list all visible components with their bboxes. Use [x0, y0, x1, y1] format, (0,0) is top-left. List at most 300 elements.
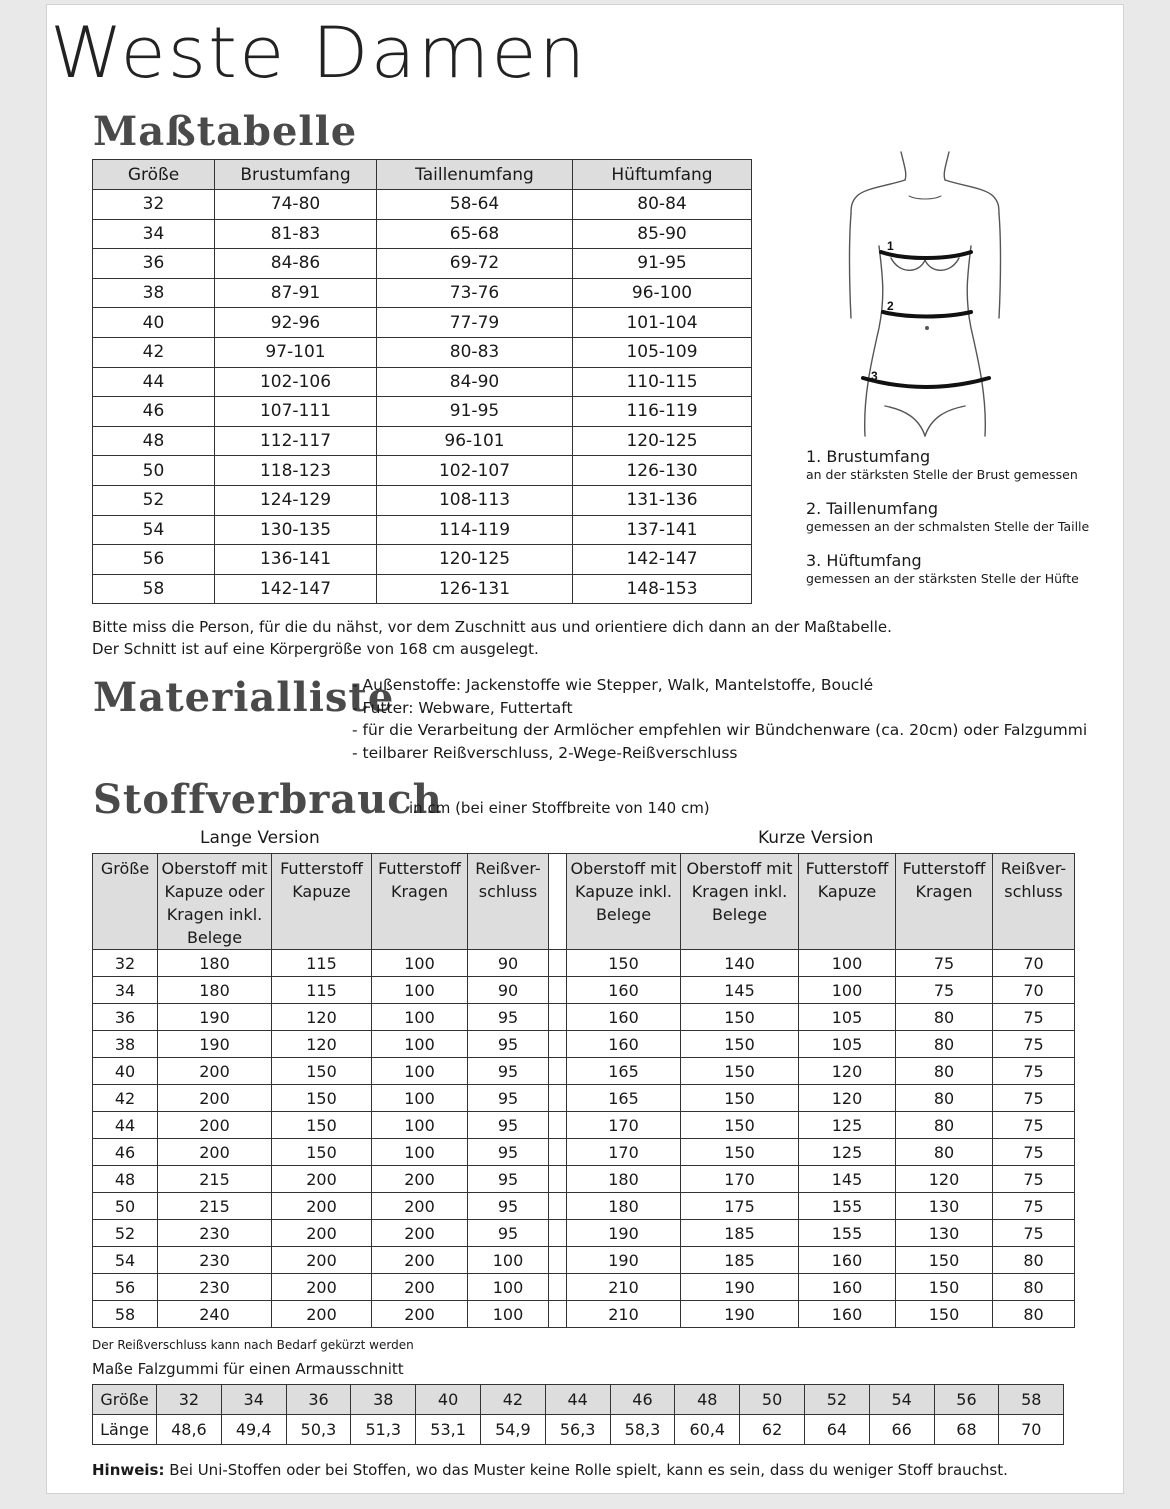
table-cell: 160 — [799, 1247, 896, 1274]
table-cell: 80 — [896, 1112, 993, 1139]
table-cell: 54 — [93, 515, 215, 545]
table-cell: 155 — [799, 1193, 896, 1220]
waist-measure-line — [883, 312, 971, 317]
table-cell: 100 — [372, 1031, 468, 1058]
table-cell: 200 — [158, 1139, 272, 1166]
table-cell: 136-141 — [215, 545, 377, 575]
group-spacer — [549, 1193, 567, 1220]
row-label-length: Länge — [93, 1415, 157, 1445]
table-cell: 155 — [799, 1220, 896, 1247]
zipper-note: Der Reißverschluss kann nach Bedarf gekürzt werden — [92, 1338, 414, 1352]
table-cell: 120 — [272, 1031, 372, 1058]
table-row — [93, 1031, 1075, 1058]
table-cell: 165 — [567, 1058, 681, 1085]
group-spacer — [549, 1004, 567, 1031]
masstabelle-heading: Maßtabelle — [93, 108, 358, 155]
table-cell: 180 — [567, 1166, 681, 1193]
table-row — [93, 1220, 1075, 1247]
table-cell: 140 — [681, 950, 799, 977]
table-cell: 100 — [372, 950, 468, 977]
falzgummi-heading: Maße Falzgummi für einen Armausschnitt — [92, 1360, 404, 1378]
table-row — [93, 1112, 1075, 1139]
table-cell: 100 — [372, 1139, 468, 1166]
table-cell: 54 — [93, 1247, 158, 1274]
table-cell: 200 — [372, 1247, 468, 1274]
table-cell: 160 — [799, 1301, 896, 1328]
table-row — [93, 485, 752, 515]
table-cell: 130-135 — [215, 515, 377, 545]
table-cell: 80 — [896, 1058, 993, 1085]
legend-title: 1. Brustumfang — [806, 447, 931, 466]
length-cell: 68 — [934, 1415, 999, 1445]
size-header: 50 — [740, 1385, 805, 1415]
table-cell: 40 — [93, 308, 215, 338]
length-cell: 50,3 — [286, 1415, 351, 1445]
column-header: Futterstoff Kragen — [896, 854, 993, 950]
legend-desc: an der stärksten Stelle der Brust gemessen — [806, 467, 1078, 482]
table-cell: 95 — [468, 1220, 549, 1247]
table-cell: 80 — [896, 1139, 993, 1166]
group-spacer — [549, 1058, 567, 1085]
column-header: Taillenumfang — [377, 160, 573, 190]
table-cell: 142-147 — [573, 545, 752, 575]
table-cell: 160 — [567, 1004, 681, 1031]
table-cell: 142-147 — [215, 574, 377, 604]
size-header: 34 — [221, 1385, 286, 1415]
table-cell: 150 — [567, 950, 681, 977]
table-cell: 32 — [93, 190, 215, 220]
table-cell: 95 — [468, 1193, 549, 1220]
table-cell: 200 — [372, 1301, 468, 1328]
material-item: - Außenstoffe: Jackenstoffe wie Stepper, Walk, Mantelstoffe, Bouclé — [352, 676, 874, 694]
table-cell: 75 — [993, 1004, 1075, 1031]
table-cell: 150 — [681, 1112, 799, 1139]
table-cell: 180 — [158, 950, 272, 977]
table-row — [93, 308, 752, 338]
table-cell: 230 — [158, 1247, 272, 1274]
table-cell: 100 — [468, 1301, 549, 1328]
table-cell: 200 — [372, 1193, 468, 1220]
group-spacer — [549, 977, 567, 1004]
fabric-usage-table — [92, 853, 1075, 1328]
legend-item-waist — [806, 499, 1106, 535]
table-cell: 38 — [93, 278, 215, 308]
table-cell: 50 — [93, 1193, 158, 1220]
table-cell: 101-104 — [573, 308, 752, 338]
column-header: Oberstoff mit Kapuze inkl. Belege — [567, 854, 681, 950]
table-cell: 240 — [158, 1301, 272, 1328]
table-cell: 100 — [468, 1247, 549, 1274]
table-cell: 80 — [993, 1274, 1075, 1301]
column-header: Größe — [93, 854, 158, 950]
table-cell: 131-136 — [573, 485, 752, 515]
table-cell: 145 — [681, 977, 799, 1004]
table-cell: 90 — [468, 977, 549, 1004]
table-cell: 105-109 — [573, 337, 752, 367]
table-cell: 95 — [468, 1139, 549, 1166]
table-row — [93, 337, 752, 367]
table-cell: 200 — [372, 1274, 468, 1301]
table-cell: 84-90 — [377, 367, 573, 397]
table-row — [93, 249, 752, 279]
length-cell: 64 — [804, 1415, 869, 1445]
table-cell: 50 — [93, 456, 215, 486]
table-cell: 58 — [93, 574, 215, 604]
table-cell: 58-64 — [377, 190, 573, 220]
table-cell: 180 — [158, 977, 272, 1004]
column-header: Reißver-schluss — [993, 854, 1075, 950]
hinweis-text: Bei Uni-Stoffen oder bei Stoffen, wo das Muster keine Rolle spielt, kann es sein, dass du weniger Stoff brauchst. — [164, 1461, 1008, 1479]
table-cell: 95 — [468, 1166, 549, 1193]
table-cell: 48 — [93, 1166, 158, 1193]
group-spacer — [549, 1139, 567, 1166]
table-cell: 230 — [158, 1274, 272, 1301]
table-cell: 81-83 — [215, 219, 377, 249]
marker-2: 2 — [887, 299, 894, 313]
table-cell: 115 — [272, 950, 372, 977]
table-cell: 70 — [993, 950, 1075, 977]
table-row — [93, 278, 752, 308]
marker-1: 1 — [887, 239, 894, 253]
table-cell: 80 — [896, 1085, 993, 1112]
table-cell: 200 — [272, 1193, 372, 1220]
table-cell: 96-101 — [377, 426, 573, 456]
table-cell: 75 — [993, 1166, 1075, 1193]
table-cell: 100 — [372, 977, 468, 1004]
length-cell: 70 — [999, 1415, 1064, 1445]
group-spacer — [549, 1220, 567, 1247]
table-cell: 160 — [567, 977, 681, 1004]
table-cell: 124-129 — [215, 485, 377, 515]
table-cell: 102-107 — [377, 456, 573, 486]
table-cell: 190 — [158, 1031, 272, 1058]
legend-desc: gemessen an der stärksten Stelle der Hüfte — [806, 571, 1079, 586]
column-header: Brustumfang — [215, 160, 377, 190]
table-cell: 150 — [681, 1031, 799, 1058]
size-header: 42 — [480, 1385, 545, 1415]
length-cell: 51,3 — [351, 1415, 416, 1445]
table-cell: 80 — [993, 1301, 1075, 1328]
column-header: Oberstoff mit Kapuze oder Kragen inkl. Belege — [158, 854, 272, 950]
group-spacer — [549, 1031, 567, 1058]
row-label-size: Größe — [93, 1385, 157, 1415]
table-cell: 200 — [272, 1166, 372, 1193]
group-spacer — [549, 950, 567, 977]
table-cell: 40 — [93, 1058, 158, 1085]
table-cell: 58 — [93, 1301, 158, 1328]
table-cell: 95 — [468, 1112, 549, 1139]
table-cell: 150 — [681, 1085, 799, 1112]
table-cell: 107-111 — [215, 397, 377, 427]
size-header: 48 — [675, 1385, 740, 1415]
table-cell: 100 — [799, 950, 896, 977]
table-cell: 150 — [896, 1247, 993, 1274]
size-header: 56 — [934, 1385, 999, 1415]
table-row — [93, 219, 752, 249]
table-cell: 130 — [896, 1220, 993, 1247]
length-cell: 56,3 — [545, 1415, 610, 1445]
table-cell: 165 — [567, 1085, 681, 1112]
table-cell: 210 — [567, 1301, 681, 1328]
measurement-legend — [806, 447, 1106, 587]
stoffverbrauch-heading: Stoffverbrauch — [93, 776, 443, 823]
table-cell: 80 — [993, 1247, 1075, 1274]
table-cell: 118-123 — [215, 456, 377, 486]
table-cell: 100 — [372, 1058, 468, 1085]
length-cell: 48,6 — [157, 1415, 222, 1445]
size-header: 46 — [610, 1385, 675, 1415]
table-cell: 120 — [272, 1004, 372, 1031]
table-cell: 90 — [468, 950, 549, 977]
table-cell: 80-84 — [573, 190, 752, 220]
table-cell: 120 — [799, 1085, 896, 1112]
table-cell: 100 — [468, 1274, 549, 1301]
table-cell: 200 — [372, 1220, 468, 1247]
table-cell: 96-100 — [573, 278, 752, 308]
table-cell: 97-101 — [215, 337, 377, 367]
group-spacer — [549, 1274, 567, 1301]
table-cell: 95 — [468, 1004, 549, 1031]
table-cell: 48 — [93, 426, 215, 456]
legend-desc: gemessen an der schmalsten Stelle der Taille — [806, 519, 1090, 534]
hip-measure-line — [863, 378, 989, 387]
column-header: Futterstoff Kragen — [372, 854, 468, 950]
table-cell: 52 — [93, 485, 215, 515]
table-row — [93, 545, 752, 575]
table-cell: 185 — [681, 1220, 799, 1247]
table-cell: 150 — [272, 1112, 372, 1139]
measure-note-line2: Der Schnitt ist auf eine Körpergröße von 168 cm ausgelegt. — [92, 640, 539, 658]
marker-3: 3 — [871, 369, 878, 383]
table-row — [93, 1139, 1075, 1166]
length-cell: 54,9 — [480, 1415, 545, 1445]
table-cell: 160 — [567, 1031, 681, 1058]
column-header: Futterstoff Kapuze — [799, 854, 896, 950]
bust-measure-line — [881, 252, 971, 258]
table-cell: 74-80 — [215, 190, 377, 220]
table-cell: 112-117 — [215, 426, 377, 456]
table-row — [93, 456, 752, 486]
hinweis-note — [92, 1461, 1008, 1479]
table-cell: 190 — [681, 1301, 799, 1328]
legend-item-hip — [806, 551, 1106, 587]
table-cell: 150 — [896, 1301, 993, 1328]
table-row — [93, 190, 752, 220]
column-header: Hüftumfang — [573, 160, 752, 190]
table-row — [93, 1004, 1075, 1031]
table-row — [93, 1166, 1075, 1193]
table-cell: 100 — [372, 1004, 468, 1031]
table-cell: 116-119 — [573, 397, 752, 427]
table-cell: 46 — [93, 1139, 158, 1166]
table-cell: 150 — [272, 1085, 372, 1112]
table-cell: 77-79 — [377, 308, 573, 338]
table-cell: 44 — [93, 1112, 158, 1139]
table-cell: 92-96 — [215, 308, 377, 338]
table-row — [93, 574, 752, 604]
table-cell: 36 — [93, 249, 215, 279]
materialliste-heading: Materialliste — [93, 674, 395, 721]
table-cell: 69-72 — [377, 249, 573, 279]
table-cell: 210 — [567, 1274, 681, 1301]
table-cell: 200 — [372, 1166, 468, 1193]
table-row — [93, 1058, 1075, 1085]
table-cell: 87-91 — [215, 278, 377, 308]
table-cell: 230 — [158, 1220, 272, 1247]
table-cell: 75 — [993, 1058, 1075, 1085]
table-cell: 170 — [681, 1166, 799, 1193]
table-cell: 100 — [372, 1085, 468, 1112]
table-cell: 160 — [799, 1274, 896, 1301]
table-cell: 38 — [93, 1031, 158, 1058]
table-row — [93, 426, 752, 456]
body-measurement-figure — [835, 148, 1015, 438]
table-cell: 91-95 — [377, 397, 573, 427]
table-cell: 125 — [799, 1139, 896, 1166]
table-cell: 56 — [93, 545, 215, 575]
table-row — [93, 1247, 1075, 1274]
table-row — [93, 1274, 1075, 1301]
group-label-long: Lange Version — [200, 828, 320, 848]
material-item: - teilbarer Reißverschluss, 2-Wege-Reißverschluss — [352, 743, 738, 762]
table-row — [93, 950, 1075, 977]
table-cell: 44 — [93, 367, 215, 397]
size-header: 54 — [869, 1385, 934, 1415]
size-header: 36 — [286, 1385, 351, 1415]
table-row — [93, 515, 752, 545]
table-cell: 34 — [93, 977, 158, 1004]
size-header: 40 — [416, 1385, 481, 1415]
table-cell: 145 — [799, 1166, 896, 1193]
measure-note-line1: Bitte miss die Person, für die du nähst, vor dem Zuschnitt aus und orientiere dich dann an der Maßtabelle. — [92, 618, 892, 636]
column-header: Größe — [93, 160, 215, 190]
table-row — [93, 1301, 1075, 1328]
table-cell: 70 — [993, 977, 1075, 1004]
table-cell: 200 — [272, 1247, 372, 1274]
table-cell: 56 — [93, 1274, 158, 1301]
table-cell: 32 — [93, 950, 158, 977]
table-cell: 190 — [681, 1274, 799, 1301]
table-cell: 75 — [993, 1193, 1075, 1220]
table-cell: 108-113 — [377, 485, 573, 515]
table-cell: 200 — [158, 1085, 272, 1112]
table-cell: 114-119 — [377, 515, 573, 545]
table-cell: 215 — [158, 1193, 272, 1220]
group-spacer — [549, 1112, 567, 1139]
table-cell: 75 — [896, 977, 993, 1004]
table-cell: 150 — [272, 1139, 372, 1166]
table-cell: 170 — [567, 1112, 681, 1139]
table-row — [93, 397, 752, 427]
table-cell: 200 — [158, 1112, 272, 1139]
table-cell: 75 — [993, 1220, 1075, 1247]
table-cell: 120-125 — [377, 545, 573, 575]
legend-title: 3. Hüftumfang — [806, 551, 922, 570]
table-cell: 200 — [158, 1058, 272, 1085]
group-spacer — [549, 1166, 567, 1193]
table-cell: 200 — [272, 1274, 372, 1301]
table-cell: 95 — [468, 1085, 549, 1112]
table-row — [93, 1085, 1075, 1112]
table-row — [93, 1193, 1075, 1220]
table-cell: 42 — [93, 1085, 158, 1112]
table-cell: 80 — [896, 1004, 993, 1031]
material-item: - Futter: Webware, Futtertaft — [352, 698, 573, 717]
size-chart-table — [92, 159, 752, 604]
table-cell: 120-125 — [573, 426, 752, 456]
group-label-short: Kurze Version — [758, 828, 874, 848]
group-spacer — [549, 1301, 567, 1328]
falzgummi-table — [92, 1384, 1064, 1445]
table-cell: 95 — [468, 1031, 549, 1058]
table-cell: 91-95 — [573, 249, 752, 279]
table-cell: 42 — [93, 337, 215, 367]
table-cell: 75 — [993, 1085, 1075, 1112]
size-header: 52 — [804, 1385, 869, 1415]
table-cell: 185 — [681, 1247, 799, 1274]
table-cell: 75 — [993, 1112, 1075, 1139]
legend-item-bust — [806, 447, 1106, 483]
group-spacer — [549, 1085, 567, 1112]
table-cell: 190 — [158, 1004, 272, 1031]
length-cell: 60,4 — [675, 1415, 740, 1445]
column-header: Futterstoff Kapuze — [272, 854, 372, 950]
table-cell: 175 — [681, 1193, 799, 1220]
measure-note — [92, 616, 892, 660]
table-cell: 46 — [93, 397, 215, 427]
table-cell: 150 — [681, 1139, 799, 1166]
table-row — [93, 977, 1075, 1004]
table-cell: 137-141 — [573, 515, 752, 545]
length-cell: 53,1 — [416, 1415, 481, 1445]
table-cell: 102-106 — [215, 367, 377, 397]
page-title: Weste Damen — [50, 12, 588, 94]
table-cell: 130 — [896, 1193, 993, 1220]
table-cell: 73-76 — [377, 278, 573, 308]
material-item: - für die Verarbeitung der Armlöcher empfehlen wir Bündchenware (ca. 20cm) oder Falzgummi — [352, 721, 1088, 739]
table-row — [93, 367, 752, 397]
size-header: 44 — [545, 1385, 610, 1415]
table-cell: 75 — [896, 950, 993, 977]
table-cell: 190 — [567, 1247, 681, 1274]
table-cell: 85-90 — [573, 219, 752, 249]
table-cell: 150 — [272, 1058, 372, 1085]
table-cell: 95 — [468, 1058, 549, 1085]
table-cell: 105 — [799, 1004, 896, 1031]
table-cell: 75 — [993, 1031, 1075, 1058]
length-cell: 49,4 — [221, 1415, 286, 1445]
legend-title: 2. Taillenumfang — [806, 499, 939, 518]
table-cell: 170 — [567, 1139, 681, 1166]
table-cell: 126-130 — [573, 456, 752, 486]
table-cell: 65-68 — [377, 219, 573, 249]
table-cell: 34 — [93, 219, 215, 249]
table-cell: 150 — [896, 1274, 993, 1301]
table-cell: 84-86 — [215, 249, 377, 279]
table-cell: 115 — [272, 977, 372, 1004]
group-spacer — [549, 1247, 567, 1274]
table-cell: 100 — [372, 1112, 468, 1139]
table-cell: 150 — [681, 1058, 799, 1085]
table-cell: 120 — [799, 1058, 896, 1085]
column-header: Reißver-schluss — [468, 854, 549, 950]
table-cell: 80 — [896, 1031, 993, 1058]
table-cell: 190 — [567, 1220, 681, 1247]
column-header: Oberstoff mit Kragen inkl. Belege — [681, 854, 799, 950]
size-header: 58 — [999, 1385, 1064, 1415]
table-cell: 100 — [799, 977, 896, 1004]
table-cell: 180 — [567, 1193, 681, 1220]
